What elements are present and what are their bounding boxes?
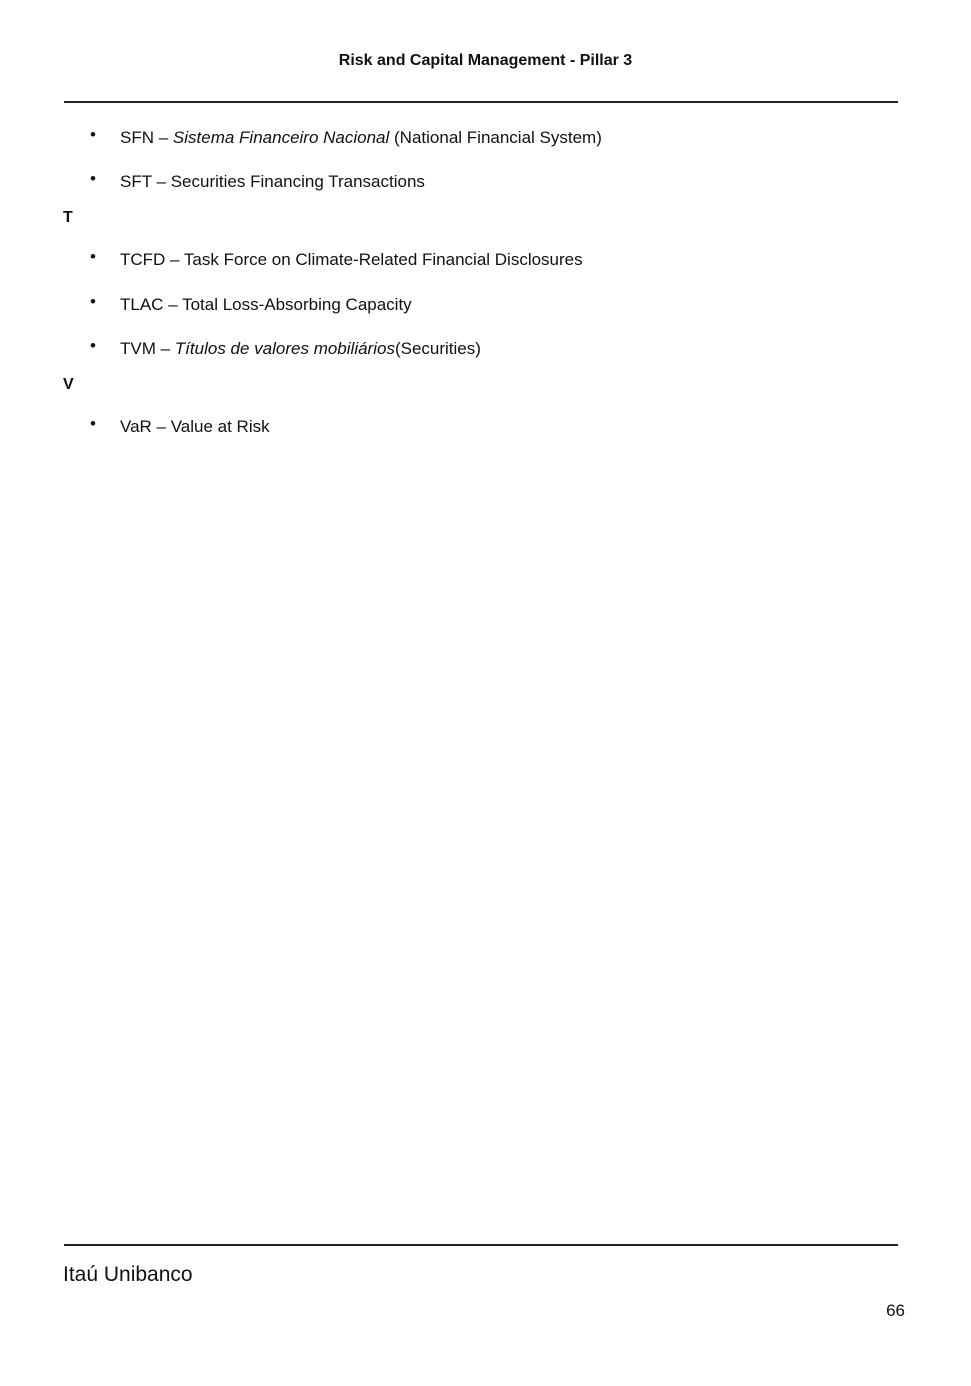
glossary-item — [120, 295, 412, 315]
glossary-item — [120, 250, 583, 270]
bullet-glyph: • — [90, 169, 96, 188]
footer-rule — [64, 1244, 898, 1246]
item-abbr: VaR — [120, 417, 152, 436]
item-sep: – — [163, 295, 183, 314]
item-italic: Sistema Financeiro Nacional — [172, 128, 390, 147]
item-abbr: SFT — [120, 172, 152, 191]
section-letter: V — [63, 376, 74, 393]
glossary-item — [120, 172, 425, 192]
item-sep: – — [165, 250, 184, 269]
glossary-item — [120, 339, 481, 359]
glossary-item — [120, 128, 602, 148]
item-plain: Value at Risk — [170, 417, 270, 436]
item-abbr: TLAC — [120, 295, 164, 314]
item-plain: (National Financial System) — [389, 128, 602, 147]
page-header-title: Risk and Capital Management - Pillar 3 — [338, 52, 633, 69]
item-abbr: TVM — [120, 339, 156, 358]
glossary-item — [120, 417, 270, 437]
item-abbr: TCFD — [120, 250, 166, 269]
item-plain: (Securities) — [394, 339, 481, 358]
item-sep: – — [154, 128, 173, 147]
item-plain: Total Loss-Absorbing Capacity — [182, 295, 412, 314]
bullet-glyph: • — [90, 292, 96, 311]
item-italic: Títulos de valores mobiliários — [174, 339, 395, 358]
item-plain: Securities Financing Transactions — [170, 172, 425, 191]
header-rule — [64, 101, 898, 103]
page-number: 66 — [886, 1301, 905, 1320]
bullet-glyph: • — [90, 336, 96, 355]
item-plain: Task Force on Climate-Related Financial Disclosures — [183, 250, 583, 269]
item-sep: – — [151, 417, 171, 436]
item-sep: – — [155, 339, 175, 358]
item-sep: – — [151, 172, 171, 191]
bullet-glyph: • — [90, 414, 96, 433]
footer-organization: Itaú Unibanco — [63, 1263, 193, 1286]
section-letter: T — [63, 209, 73, 226]
item-abbr: SFN — [120, 128, 154, 147]
bullet-glyph: • — [90, 247, 96, 266]
bullet-glyph: • — [90, 125, 96, 144]
